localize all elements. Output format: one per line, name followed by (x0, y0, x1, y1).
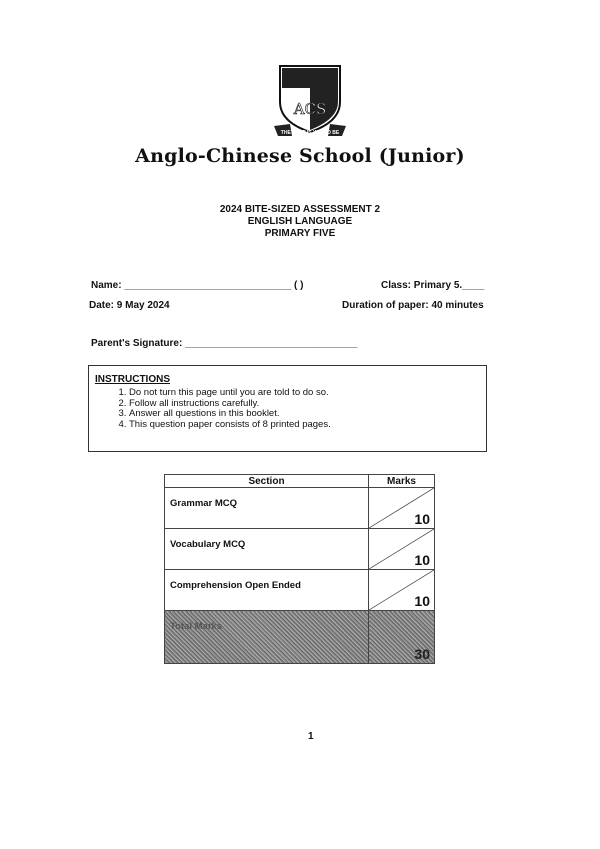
total-row (165, 611, 435, 664)
marks-table (164, 474, 435, 664)
level-title: PRIMARY FIVE (264, 228, 336, 239)
assessment-title: 2024 BITE-SIZED ASSESSMENT 2 (219, 204, 381, 215)
instructions-list (115, 388, 331, 430)
marks-total: 10 (414, 511, 430, 527)
class-field[interactable]: Class: Primary 5.____ (381, 280, 485, 291)
page-number: 1 (308, 731, 314, 742)
marks-total: 10 (414, 593, 430, 609)
table-row (165, 529, 435, 570)
table-row (165, 488, 435, 529)
date-label: Date: 9 May 2024 (89, 300, 170, 311)
marks-header: Marks (369, 475, 435, 488)
instruction-item: 4. This question paper consists of 8 printed pages. (129, 420, 331, 431)
marks-cell[interactable] (369, 488, 435, 529)
duration-label: Duration of paper: 40 minutes (342, 300, 484, 311)
marks-cell[interactable] (369, 570, 435, 611)
section-name: Vocabulary MCQ (165, 529, 369, 570)
name-field[interactable]: Name: ______________________________ ( ) (91, 280, 304, 291)
subject-title: ENGLISH LANGUAGE (247, 216, 353, 227)
total-marks: 30 (414, 646, 430, 662)
parent-signature-field[interactable]: Parent's Signature: _______________________________ (91, 338, 358, 349)
crest-motto: THE BEST IS YET TO BE (280, 130, 340, 136)
instructions-heading: INSTRUCTIONS (95, 374, 170, 385)
school-crest-logo (270, 64, 350, 142)
marks-total: 10 (414, 552, 430, 568)
instruction-item: 3. Answer all questions in this booklet. (129, 409, 331, 420)
instruction-item: 2. Follow all instructions carefully. (129, 399, 331, 410)
crest-initials: ACS (293, 100, 327, 118)
school-name: Anglo-Chinese School (Junior) (135, 145, 465, 167)
marks-cell[interactable] (369, 529, 435, 570)
section-name: Grammar MCQ (165, 488, 369, 529)
instructions-box (88, 365, 487, 452)
section-header: Section (165, 475, 369, 488)
total-marks-cell[interactable] (369, 611, 435, 664)
total-label: Total Marks (165, 611, 369, 664)
section-name: Comprehension Open Ended (165, 570, 369, 611)
instruction-item: 1. Do not turn this page until you are told to do so. (129, 388, 331, 399)
table-row (165, 570, 435, 611)
